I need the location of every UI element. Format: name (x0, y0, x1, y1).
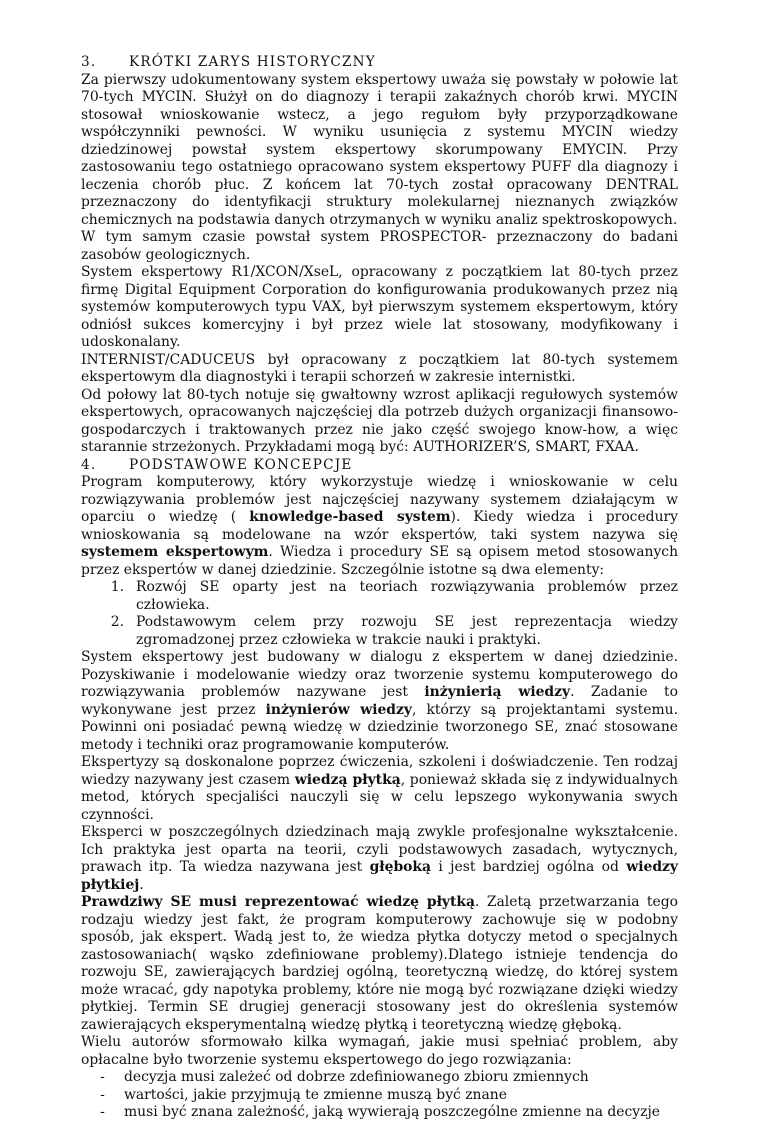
text-run: . Zaletą przetwarzania tego rodzaju wiedzy jest fakt, że program komputerowy zachowuje się w podobny sposób, jak ekspert. Wadą jest to, że wiedza płytka dotyczy metod o specjalnych zastosowaniach( wąsko zdefiniowane problemy).Dlatego istnieje tendencja do rozwoju SE, zawierających bardziej ogólną, teoretyczną wiedzę, do której system może wracać, gdy napotyka problemy, które nie mogą być rozwiązane dzięki wiedzy płytkiej. Termin SE drugiej generacji stosowany jest do określenia systemów zawierających eksperymentalną wiedzę płytką i teoretyczną wiedzę głęboką. (81, 894, 678, 1033)
list-item (81, 614, 678, 649)
list-marker: 1. (110, 579, 124, 595)
numbered-list (81, 579, 678, 649)
paragraph (81, 894, 678, 1034)
paragraph: W tym samym czasie powstał system PROSPECTOR- przeznaczony do badani zasobów geologicznych. (81, 229, 678, 263)
paragraph: INTERNIST/CADUCEUS był opracowany z początkiem lat 80-tych systemem ekspertowym dla diagnostyki i terapii schorzeń w zakresie internistki. (81, 351, 678, 385)
section-heading (81, 54, 678, 72)
list-item-text: musi być znana zależność, jaką wywierają poszczególne zmienne na decyzje (124, 1104, 660, 1120)
paragraph: Za pierwszy udokumentowany system ekspertowy uważa się powstały w połowie lat 70-tych MYCIN. Służył on do diagnozy i terapii zakaźnych chorób krwi. MYCIN stosował wnioskowanie wstecz, a jego regułom były przyporządkowane współczynniki pewności. W wyniku usunięcia z systemu MYCIN wiedzy dziedzinowej powstał system ekspertowy skorumpowany EMYCIN. Przy zastosowaniu tego ostatniego opracowano system ekspertowy PUFF dla diagnozy i leczenia chorób płuc. Z końcem lat 70-tych został opracowany DENTRAL przeznaczony do identyfikacji struktury molekularnej nieznanych związków chemicznych na podstawia danych otrzymanych w wyniku analiz spektroskopowych. (81, 71, 678, 228)
paragraph: System ekspertowy R1/XCON/XseL, opracowany z początkiem lat 80-tych przez firmę Digital Equipment Corporation do konfigurowania produkowanych przez nią systemów komputerowych typu VAX, był pierwszym systemem ekspertowym, który odniósł sukces komercyjny i był przez wiele lat stosowany, modyfikowany i udoskonalany. (81, 264, 678, 350)
bold-term: Prawdziwy SE musi reprezentować wiedzę płytką (81, 894, 476, 910)
text-run: Program komputerowy, który wykorzystuje wiedzę i wnioskowanie w celu rozwiązywania problemów jest najczęściej nazywany systemem działającym w oparciu o wiedzę ( (81, 474, 678, 525)
text-run: , ponieważ składa się z indywidualnych metod, których specjaliści nauczyli się w celu lepszego wykonywania swych czynności. (81, 771, 678, 823)
paragraph (81, 824, 678, 894)
list-item (81, 1069, 678, 1087)
text-run: . Wiedza i procedury SE są opisem metod stosowanych przez ekspertów w danej dziedzinie. Szczególnie istotne są dwa elementy: (81, 544, 679, 578)
paragraph (81, 474, 678, 579)
text-run: Ekspertyzy są doskonalone poprzez ćwiczenia, szkoleni i doświadczenie. Ten rodzaj wiedzy nazywany jest czasem (81, 754, 678, 788)
paragraph: Wielu autorów sformowało kilka wymagań, jakie musi spełniać problem, aby opłacalne było tworzenie systemu ekspertowego do jego rozwiązania: (81, 1034, 678, 1068)
section-title: KRÓTKI ZARYS HISTORYCZNY (129, 54, 376, 70)
list-marker: - (100, 1069, 105, 1085)
list-item-text: wartości, jakie przyjmują te zmienne muszą być znane (124, 1086, 507, 1103)
section-number: 4. (81, 456, 97, 473)
text-run: . Zadanie to wykonywane jest przez (81, 684, 678, 718)
bold-term: wiedzą płytką (294, 771, 401, 788)
paragraph (81, 754, 678, 824)
bold-term: systemem ekspertowym (81, 544, 269, 560)
list-marker: - (100, 1086, 105, 1103)
list-marker: - (100, 1104, 105, 1120)
text-run: . (139, 876, 144, 893)
paragraph: Od połowy lat 80-tych notuje się gwałtowny wzrost aplikacji regułowych systemów ekspertowych, opracowanych najczęściej dla potrzeb dużych organizacji finansowo-gospodarczych i traktowanych przez nie jako część swojego know-how, a więc starannie strzeżonych. Przykładami mogą być: AUTHORIZER’S, SMART, FXAA. (81, 386, 678, 455)
text-run: ). Kiedy wiedza i procedury wnioskowania są modelowane na wzór ekspertów, taki system nazywa się (81, 509, 679, 543)
list-item-text: Podstawowym celem przy rozwoju SE jest reprezentacja wiedzy zgromadzonej przez człowieka w trakcie nauki i praktyki. (136, 614, 678, 648)
bold-term: wiedzy płytkiej (81, 859, 678, 893)
list-item (81, 579, 678, 614)
section-heading (81, 457, 678, 475)
list-item (81, 1104, 678, 1122)
text-run: Eksperci w poszczególnych dziedzinach mają zwykle profesjonalne wykształcenie. Ich praktyka jest oparta na teorii, czyli podstawowych zasadach, wytycznych, prawach itp. Ta wiedza nazywana jest (81, 824, 678, 875)
bold-term: inżynierią wiedzy (424, 684, 571, 700)
list-marker: 2. (110, 614, 124, 630)
list-item-text: decyzja musi zależeć od dobrze zdefiniowanego zbioru zmiennych (124, 1069, 589, 1085)
bold-term: knowledge-based system (249, 509, 451, 525)
bold-term: inżynierów wiedzy (265, 701, 412, 718)
list-item (81, 1087, 678, 1105)
section-number: 3. (81, 54, 97, 70)
document-page (81, 54, 678, 1122)
section-title: PODSTAWOWE KONCEPCJE (129, 456, 353, 473)
bold-term: głęboką (369, 859, 432, 875)
text-run: System ekspertowy jest budowany w dialogu z ekspertem w danej dziedzinie. Pozyskiwanie i modelowanie wiedzy oraz tworzenie systemu komputerowego do rozwiązywania problemów nazywane jest (81, 649, 678, 700)
list-item-text: Rozwój SE oparty jest na teoriach rozwiązywania problemów przez człowieka. (136, 579, 678, 613)
text-run: i jest bardziej ogólna od (431, 859, 627, 875)
bullet-list (81, 1069, 678, 1122)
text-run: , którzy są projektantami systemu. Powinni oni posiadać pewną wiedzę w dziedzinie tworzonego SE, znać stosowane metody i techniki oraz programowanie komputerów. (81, 701, 678, 753)
paragraph (81, 649, 678, 754)
